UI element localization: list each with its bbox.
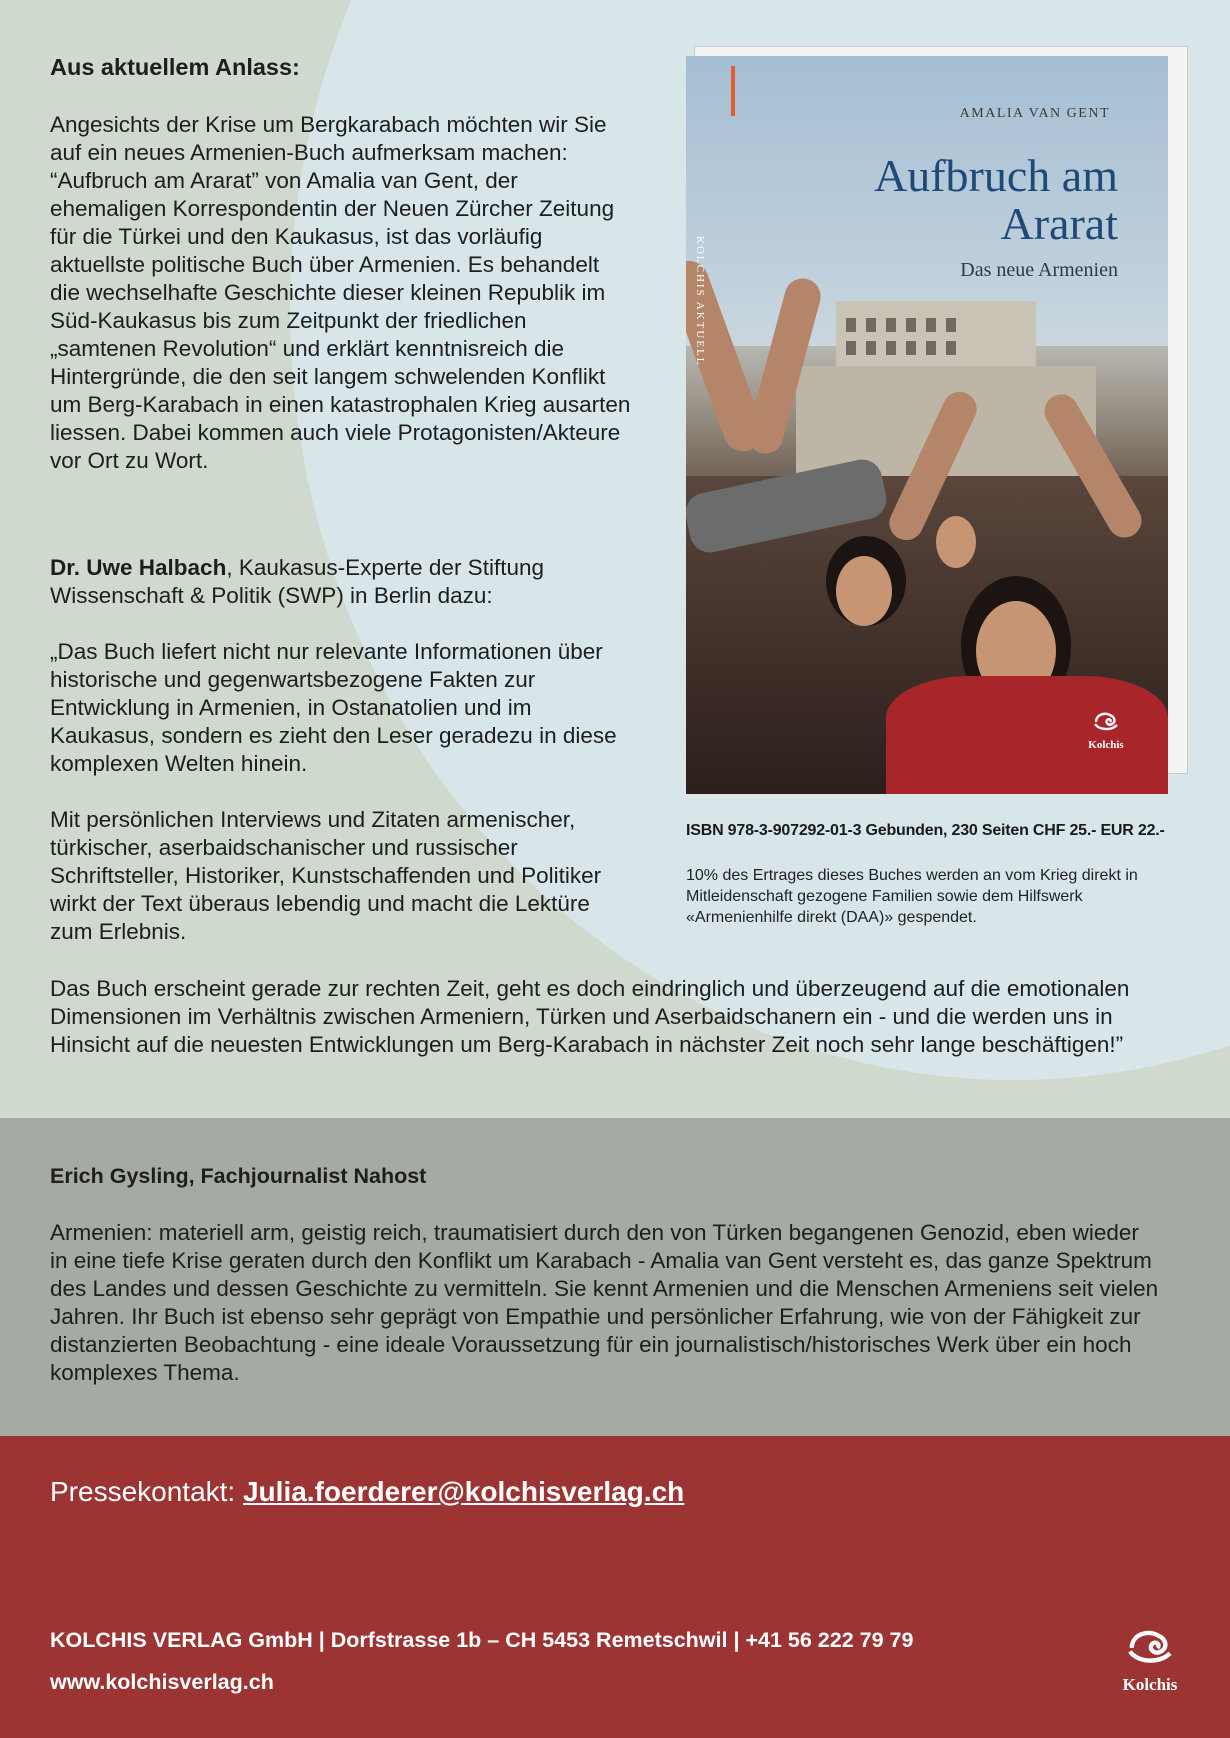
quote2-line: Schriftsteller, Historiker, Kunstschaffenden und Politiker (50, 863, 602, 888)
quote3-line: Dimensionen im Verhältnis zwischen Armeniern, Türken und Aserbaidschanern ein - und die werden uns in (50, 1004, 1113, 1029)
intro-line: die wechselhafte Geschichte dieser kleinen Republik im (50, 280, 606, 305)
press-contact-label: Pressekontakt: (50, 1476, 243, 1507)
halbach-name: Dr. Uwe Halbach (50, 555, 227, 580)
cover-publisher-logo: Kolchis (1076, 710, 1136, 751)
intro-line: aktuellste politische Buch über Armenien. Es behandelt (50, 252, 600, 277)
intro-line: Hintergründe, die den seit langem schwelenden Konflikt (50, 364, 606, 389)
intro-line: auf ein neues Armenien-Buch aufmerksam machen: (50, 140, 568, 165)
footer-website[interactable]: www.kolchisverlag.ch (50, 1670, 274, 1694)
kolchis-ram-icon (1093, 710, 1119, 732)
halbach-affiliation: Wissenschaft & Politik (SWP) in Berlin dazu: (50, 583, 493, 608)
cover-series: KOLCHIS AKTUELL (694, 236, 706, 367)
gysling-paragraph (50, 1219, 1220, 1387)
isbn-info: ISBN 978-3-907292-01-3 Gebunden, 230 Seiten CHF 25.- EUR 22.- (686, 822, 1165, 839)
quote2-line: zum Erlebnis. (50, 919, 187, 944)
cover-accent-bar (731, 66, 735, 116)
intro-line: “Aufbruch am Ararat” von Amalia van Gent, der (50, 168, 518, 193)
press-contact (50, 1476, 684, 1508)
book-cover[interactable] (686, 56, 1168, 794)
intro-line: „samtenen Revolution“ und erklärt kenntnisreich die (50, 336, 565, 361)
quote3-line: Hinsicht auf die neuesten Entwicklungen um Berg-Karabach in nächster Zeit noch sehr lange beschäftigen!” (50, 1032, 1124, 1057)
gysling-line: Jahren. Ihr Buch ist ebenso sehr geprägt von Empathie und persönlicher Erfahrung, wie von der Fähigkeit zur (50, 1304, 1141, 1329)
gysling-line: komplexes Thema. (50, 1360, 240, 1385)
gysling-line: Armenien: materiell arm, geistig reich, traumatisiert durch den von Türken begangenen Genozid, eben wieder (50, 1220, 1139, 1245)
quote1-line: Kaukasus, sondern es zieht den Leser geradezu in diese (50, 723, 617, 748)
intro-heading: Aus aktuellem Anlass: (50, 54, 300, 80)
quote1-line: komplexen Welten hinein. (50, 751, 308, 776)
quote3-line: Das Buch erscheint gerade zur rechten Zeit, geht es doch eindringlich und überzeugend auf die emotionalen (50, 976, 1130, 1001)
intro-paragraph (50, 111, 650, 475)
donation-line: 10% des Ertrages dieses Buches werden an vom Krieg direkt in (686, 867, 1138, 884)
quote2-line: türkischer, aserbaidschanischer und russischer (50, 835, 518, 860)
quote1-line: historische und gegenwartsbezogene Fakten zur (50, 667, 536, 692)
gysling-line: distanzierten Beobachtung - eine ideale Voraussetzung für ein journalistisch/historisches Werk über ein hoch (50, 1332, 1132, 1357)
kolchis-ram-icon (1126, 1626, 1174, 1666)
donation-note (686, 865, 1206, 928)
halbach-intro (50, 554, 650, 610)
intro-line: um Berg-Karabach in einen katastrophalen Krieg ausarten (50, 392, 631, 417)
quote1-line: Entwicklung in Armenien, in Ostanatolien und im (50, 695, 532, 720)
quote1-line: „Das Buch liefert nicht nur relevante Informationen über (50, 639, 603, 664)
halbach-quote-1 (50, 638, 670, 778)
intro-line: ehemaligen Korrespondentin der Neuen Zürcher Zeitung (50, 196, 615, 221)
intro-line: Süd-Kaukasus bis zum Zeitpunkt der friedlichen (50, 308, 527, 333)
halbach-quote-2 (50, 806, 670, 946)
intro-line: vor Ort zu Wort. (50, 448, 209, 473)
quote2-line: Mit persönlichen Interviews und Zitaten armenischer, (50, 807, 576, 832)
donation-line: «Armenienhilfe direkt (DAA)» gespendet. (686, 909, 977, 926)
cover-subtitle: Das neue Armenien (960, 259, 1118, 281)
cover-author: AMALIA VAN GENT (959, 106, 1110, 121)
quote2-line: wirkt der Text überaus lebendig und macht die Lektüre (50, 891, 590, 916)
intro-line: liessen. Dabei kommen auch viele Protagonisten/Akteure (50, 420, 621, 445)
press-contact-email-link[interactable]: Julia.foerderer@kolchisverlag.ch (242, 1476, 685, 1507)
cover-title: Aufbruch am Ararat (874, 150, 1118, 249)
halbach-role: , Kaukasus-Experte der Stiftung (226, 555, 544, 580)
footer-logo: Kolchis (1110, 1626, 1190, 1695)
halbach-quote-3 (50, 975, 1210, 1059)
gysling-line: in eine tiefe Krise geraten durch den Konflikt um Karabach - Amalia van Gent versteht es, das ganze Spektrum (50, 1248, 1152, 1273)
gysling-line: des Landes und dessen Geschichte zu vermitteln. Sie kennt Armenien und die Menschen Armeniens seit vielen (50, 1276, 1159, 1301)
gysling-heading: Erich Gysling, Fachjournalist Nahost (50, 1164, 427, 1188)
footer-address: KOLCHIS VERLAG GmbH | Dorfstrasse 1b – CH 5453 Remetschwil | +41 56 222 79 79 (50, 1628, 914, 1652)
intro-line: für die Türkei und den Kaukasus, ist das vorläufig (50, 224, 543, 249)
donation-line: Mitleidenschaft gezogene Familien sowie dem Hilfswerk (686, 888, 1083, 905)
intro-line: Angesichts der Krise um Bergkarabach möchten wir Sie (50, 112, 607, 137)
